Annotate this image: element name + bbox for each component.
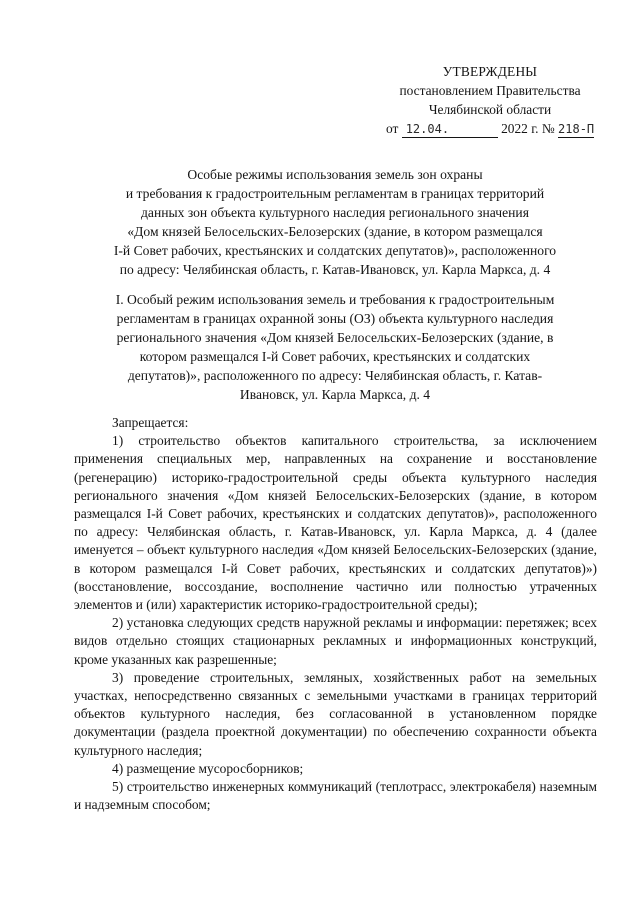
title-line: данных зон объекта культурного наследия регионального значения: [141, 205, 529, 220]
section-line: Ивановск, ул. Карла Маркса, д. 4: [239, 387, 431, 402]
approval-heading: УТВЕРЖДЕНЫ: [442, 64, 538, 79]
approval-date-line: [370, 119, 610, 138]
list-item-1: 1) строительство объектов капитального строительства, за исключением применения специальных мер, направленных на сохранение и восстановление (регенерацию) историко-градостроительной среды объекта культурного наследия регионального значения «Дом князей Белосельских-Белозерских (здание, в котором размещался I-й Совет рабочих, крестьянских и солдатских депутатов)», расположенного по адресу: Челябинская область, г. Катав-Ивановск, ул. Карла Маркса, д. 4 (далее именуется – объект культурного наследия «Дом князей Белосельских-Белозерских (здание, в котором размещался I-й Совет рабочих, крестьянских и солдатских депутатов)») (восстановление, воссоздание, восполнение частично или полностью утраченных элементов и (или) характеристик историко-градостроительной среды);: [74, 433, 597, 613]
date-value: 12.04.: [402, 122, 498, 138]
section-line: депутатов)», расположенного по адресу: Челябинская область, г. Катав-: [127, 368, 543, 383]
date-prefix: от: [385, 121, 399, 136]
document-title: [70, 165, 600, 279]
title-line: I-й Совет рабочих, крестьянских и солдатских депутатов)», расположенного: [113, 243, 557, 258]
approval-stamp: [370, 62, 610, 138]
section-heading: [72, 290, 598, 404]
approval-line: Челябинской области: [428, 102, 552, 117]
list-item-4: 4) размещение мусоросборников;: [112, 760, 304, 776]
year-text: 2022 г. №: [501, 121, 555, 136]
document-body: [74, 414, 597, 814]
title-line: и требования к градостроительным регламентам в границах территорий: [125, 186, 545, 201]
section-line: котором размещался I-й Совет рабочих, крестьянских и солдатских: [139, 349, 531, 364]
section-line: I. Особый режим использования земель и требования к градостроительным: [115, 292, 555, 307]
intro-paragraph: Запрещается:: [112, 415, 189, 430]
title-line: Особые режимы использования земель зон охраны: [187, 167, 483, 182]
approval-line: постановлением Правительства: [399, 83, 581, 98]
title-line: «Дом князей Белосельских-Белозерских (здание, в котором размещался: [127, 224, 543, 239]
section-line: регламентам в границах охранной зоны (ОЗ) объекта культурного наследия: [116, 311, 554, 326]
section-line: регионального значения «Дом князей Белосельских-Белозерских (здание, в: [116, 330, 554, 345]
list-item-5: 5) строительство инженерных коммуникаций (теплотрасс, электрокабеля) наземным и надземным способом;: [74, 779, 597, 813]
title-line: по адресу: Челябинская область, г. Катав-Ивановск, ул. Карла Маркса, д. 4: [119, 262, 551, 277]
list-item-3: 3) проведение строительных, земляных, хозяйственных работ на земельных участках, непосредственно связанных с земельными участками в границах территорий объектов культурного наследия, без согласованной в установленном порядке документации (раздела проектной документации) по обеспечению сохранности объекта культурного наследия;: [74, 669, 597, 758]
list-item-2: 2) установка следующих средств наружной рекламы и информации: перетяжек; всех видов отдельно стоящих стационарных рекламных и информационных конструкций, кроме указанных как разрешенные;: [74, 615, 597, 667]
number-value: 218-П: [558, 122, 595, 136]
